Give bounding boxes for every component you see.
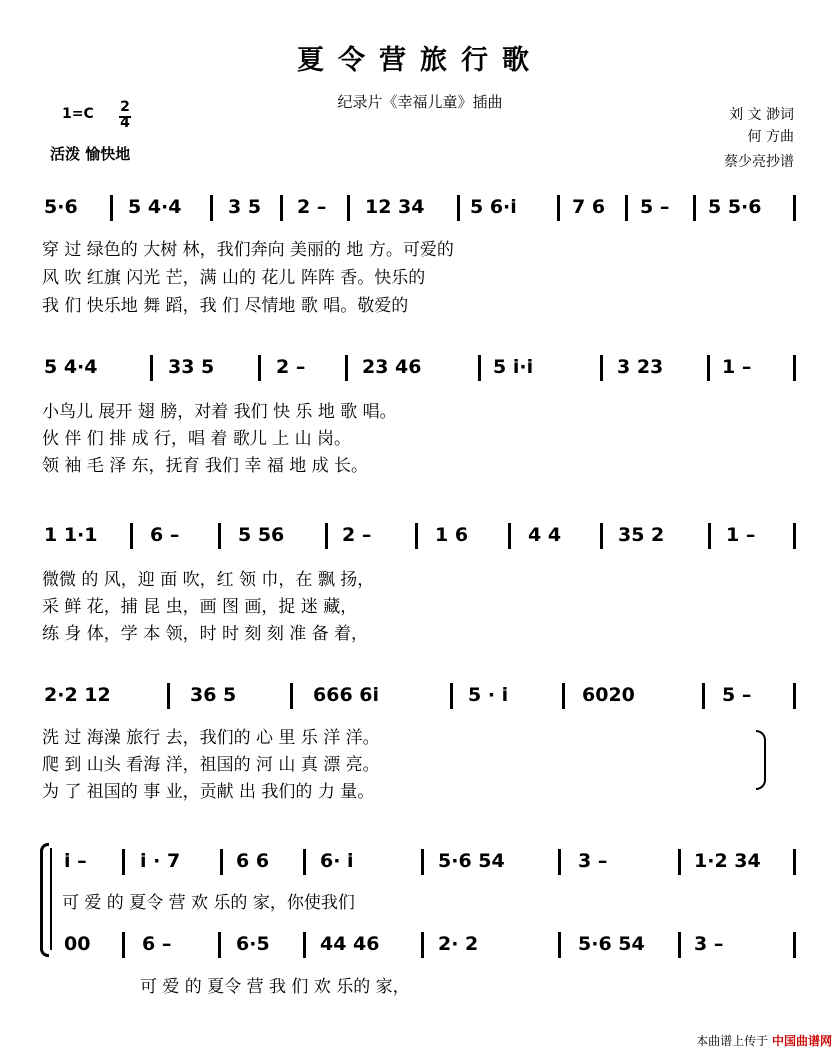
lyric-text: 采 鲜 花，捕 昆 虫，画 图 画，捉 迷 藏，	[42, 597, 358, 617]
bar-line	[708, 523, 711, 549]
credit-transcriber: 蔡少亮抄谱	[724, 154, 794, 170]
page-title: 夏令营旅行歌	[297, 45, 543, 76]
lyric-text: 爬 到 山头 看海 洋，祖国的 河 山 真 漂 亮。	[42, 755, 380, 775]
measure: 2 –	[276, 356, 306, 378]
footer-text: 本曲谱上传于	[696, 1034, 769, 1048]
measure: 3 –	[694, 933, 724, 955]
measure: i · 7	[140, 850, 181, 872]
measure: 5 · i	[468, 684, 509, 706]
lyric-row	[42, 291, 782, 316]
lyric-row	[42, 235, 782, 260]
lyric-row	[42, 263, 782, 288]
measure: 1 –	[722, 356, 752, 378]
bar-line	[290, 683, 293, 709]
bar-line	[450, 683, 453, 709]
lyric-row	[140, 972, 720, 997]
bar-line	[210, 195, 213, 221]
bar-line	[457, 195, 460, 221]
lyric-row	[42, 424, 782, 449]
lyric-row	[42, 565, 782, 590]
bar-line	[347, 195, 350, 221]
measure: i –	[64, 850, 87, 872]
measure: 2· 2	[438, 933, 479, 955]
bar-line	[508, 523, 511, 549]
credit-composer: 何 方曲	[747, 129, 794, 145]
lyric-row	[42, 592, 782, 617]
measure: 5 56	[238, 524, 285, 546]
measure: 00	[64, 933, 91, 955]
measure: 3 23	[617, 356, 664, 378]
measure: 5 –	[722, 684, 752, 706]
lyric-text: 领 袖 毛 泽 东，抚育 我们 幸 福 地 成 长。	[42, 456, 369, 476]
bar-line	[793, 683, 796, 709]
measure: 5·6 54	[438, 850, 505, 872]
measure: 36 5	[190, 684, 237, 706]
bar-line	[693, 195, 696, 221]
measure: 5 i·i	[493, 356, 534, 378]
subtitle: 纪录片《幸福儿童》插曲	[337, 93, 503, 111]
measure: 6 –	[142, 933, 172, 955]
bar-line	[707, 355, 710, 381]
bar-line	[122, 932, 125, 958]
bar-line	[258, 355, 261, 381]
bar-line	[415, 523, 418, 549]
measure: 23 46	[362, 356, 422, 378]
measure: 4 4	[528, 524, 562, 546]
lyric-row	[42, 451, 782, 476]
system-line	[50, 848, 52, 950]
lyric-row	[42, 777, 754, 802]
footer-watermark	[696, 1032, 832, 1049]
lyric-text: 可 爱 的 夏令 营 欢 乐的 家，你使我们	[62, 893, 355, 913]
lyric-row	[42, 750, 754, 775]
lyric-text: 伙 伴 们 排 成 行，唱 着 歌儿 上 山 岗。	[42, 429, 352, 449]
measure: 7 6	[572, 196, 606, 218]
bar-line	[110, 195, 113, 221]
verse-brace	[756, 730, 766, 790]
bar-line	[167, 683, 170, 709]
measure: 6 6	[236, 850, 270, 872]
bar-line	[558, 932, 561, 958]
bar-line	[793, 195, 796, 221]
lyric-text: 风 吹 红旗 闪光 芒，满 山的 花儿 阵阵 香。快乐的	[42, 268, 426, 288]
bar-line	[562, 683, 565, 709]
credit-lyricist: 刘 文 渺词	[729, 107, 794, 123]
bar-line	[678, 932, 681, 958]
measure: 1·2 34	[694, 850, 761, 872]
measure: 6020	[582, 684, 635, 706]
bar-line	[130, 523, 133, 549]
measure: 2·2 12	[44, 684, 111, 706]
measure: 35 2	[618, 524, 665, 546]
measure: 5 –	[640, 196, 670, 218]
bar-line	[122, 849, 125, 875]
bar-line	[421, 932, 424, 958]
measure: 12 34	[365, 196, 425, 218]
bar-line	[702, 683, 705, 709]
measure: 6·5	[236, 933, 270, 955]
site-logo-text: 中国曲谱网	[771, 1034, 832, 1048]
measure: 2 –	[297, 196, 327, 218]
lyric-text: 可 爱 的 夏令 营 我 们 欢 乐的 家，	[140, 977, 410, 997]
lyric-text: 练 身 体，学 本 领，时 时 刻 刻 准 备 着，	[42, 624, 369, 644]
measure: 1 6	[435, 524, 469, 546]
lyric-text: 穿 过 绿色的 大树 林，我们奔向 美丽的 地 方。可爱的	[42, 240, 454, 260]
bar-line	[303, 849, 306, 875]
bar-line	[557, 195, 560, 221]
measure: 666 6i	[313, 684, 380, 706]
bar-line	[600, 355, 603, 381]
tempo-marking: 活泼 愉快地	[50, 145, 131, 163]
bar-line	[218, 932, 221, 958]
bar-line	[793, 932, 796, 958]
measure: 2 –	[342, 524, 372, 546]
measure: 1 –	[726, 524, 756, 546]
measure: 5 4·4	[128, 196, 182, 218]
bar-line	[793, 523, 796, 549]
measure: 5 6·i	[470, 196, 517, 218]
measure: 5·6	[44, 196, 78, 218]
lyric-text: 为 了 祖国的 事 业，贡献 出 我们的 力 量。	[42, 782, 375, 802]
bar-line	[345, 355, 348, 381]
bar-line	[558, 849, 561, 875]
system-brace	[40, 843, 49, 957]
measure: 6 –	[150, 524, 180, 546]
measure: 33 5	[168, 356, 215, 378]
bar-line	[625, 195, 628, 221]
measure: 1 1·1	[44, 524, 98, 546]
bar-line	[600, 523, 603, 549]
lyric-text: 微微 的 风，迎 面 吹，红 领 巾，在 飘 扬，	[42, 570, 375, 590]
key-signature: 1=C	[62, 106, 94, 122]
measure: 3 5	[228, 196, 262, 218]
lyric-text: 洗 过 海澡 旅行 去，我们的 心 里 乐 洋 洋。	[42, 728, 380, 748]
measure: 5 5·6	[708, 196, 762, 218]
bar-line	[478, 355, 481, 381]
bar-line	[793, 355, 796, 381]
bar-line	[421, 849, 424, 875]
bar-line	[325, 523, 328, 549]
bar-line	[678, 849, 681, 875]
measure: 6· i	[320, 850, 354, 872]
lyric-text: 小鸟儿 展开 翅 膀，对着 我们 快 乐 地 歌 唱。	[42, 402, 397, 422]
lyric-row	[42, 723, 754, 748]
bar-line	[280, 195, 283, 221]
bar-line	[150, 355, 153, 381]
measure: 5·6 54	[578, 933, 645, 955]
time-signature-top: 2	[120, 99, 130, 115]
bar-line	[220, 849, 223, 875]
lyric-text: 我 们 快乐地 舞 蹈，我 们 尽情地 歌 唱。敬爱的	[42, 296, 409, 316]
measure: 3 –	[578, 850, 608, 872]
lyric-row	[42, 619, 782, 644]
time-signature-bottom: 4	[120, 115, 130, 131]
bar-line	[793, 849, 796, 875]
lyric-row	[62, 888, 782, 913]
bar-line	[303, 932, 306, 958]
measure: 5 4·4	[44, 356, 98, 378]
lyric-row	[42, 397, 782, 422]
measure: 44 46	[320, 933, 380, 955]
bar-line	[218, 523, 221, 549]
